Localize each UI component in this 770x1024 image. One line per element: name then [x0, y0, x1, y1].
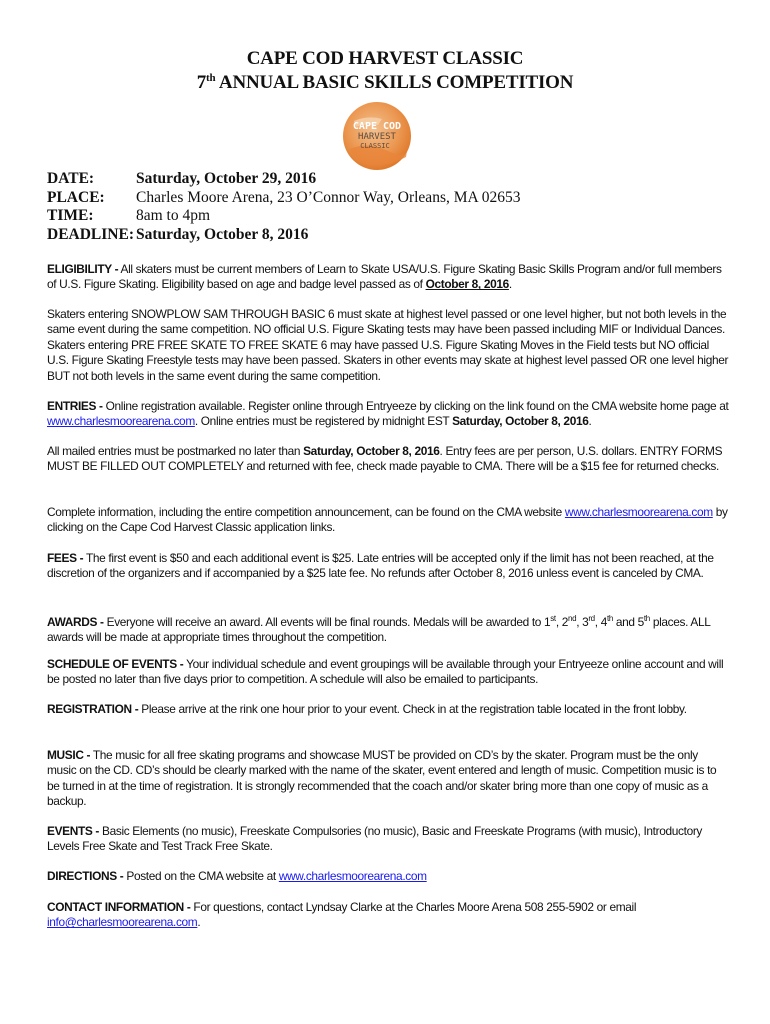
registration-text: Please arrive at the rink one hour prior to your event. Check in at the registration table located in the front lobby.: [138, 702, 687, 716]
time-value: 8am to 4pm: [136, 207, 211, 224]
awards-section: [47, 611, 730, 646]
deadline-label: DEADLINE:: [47, 225, 134, 243]
deadline-value: Saturday, October 8, 2016: [136, 225, 309, 243]
events-heading: EVENTS -: [47, 824, 100, 838]
place-label: PLACE:: [47, 188, 105, 206]
document-title: CAPE COD HARVEST CLASSIC: [246, 48, 524, 69]
awards-text-2: places. ALL awards will be made at appropriate times throughout the competition.: [47, 615, 711, 645]
awards-text: , 4: [594, 615, 607, 629]
directions-section: [47, 869, 730, 884]
svg-text:HARVEST: HARVEST: [358, 132, 396, 142]
contact-text: For questions, contact Lyndsay Clarke at the Charles Moore Arena 508 255-5902 or email: [190, 900, 637, 914]
fees-text: The first event is $50 and each additional event is $25. Late entries will be accepted only if the limit has not been reached, at the discretion of the organizers and if accompanied by a $25 late fee. No refunds after October 8, 2016 unless event is canceled by CMA.: [47, 551, 714, 581]
schedule-section: [47, 657, 730, 688]
ordinal-suffix: th: [206, 72, 216, 84]
mailed-text-2: . Entry fees are per person, U.S. dollars. ENTRY FORMS MUST BE FILLED OUT COMPLETELY and returned with fee, check made payable to CMA. There will be a $15 fee for returned checks.: [47, 444, 723, 474]
entries-date: Saturday, October 8, 2016: [452, 414, 589, 429]
subtitle-text: ANNUAL BASIC SKILLS COMPETITION: [215, 72, 574, 93]
directions-text: Posted on the CMA website at: [123, 869, 279, 883]
time-row: [47, 207, 520, 226]
punctuation: .: [197, 915, 201, 930]
deadline-row: [47, 226, 520, 245]
events-text: Basic Elements (no music), Freeskate Compulsories (no music), Basic and Freeskate Programs (with music), Introductory Levels Free Skate and Test Track Free Skate.: [47, 824, 703, 854]
entries-text-2: . Online entries must be registered by midnight EST: [194, 414, 453, 429]
ordinal-suffix: th: [606, 614, 613, 623]
contact-heading: CONTACT INFORMATION -: [47, 900, 191, 914]
complete-info-text-2: by clicking on the Cape Cod Harvest Classic application links.: [47, 505, 728, 535]
cma-website-link[interactable]: www.charlesmoorearena.com: [564, 505, 713, 519]
punctuation: .: [508, 277, 512, 292]
ordinal-suffix: st: [550, 614, 556, 623]
eligibility-text: All skaters must be current members of Learn to Skate USA/U.S. Figure Skating Basic Skills Program and/or full members of U.S. Figure Skating. Eligibility based on age and badge level passed as of: [47, 262, 722, 292]
contact-email-link[interactable]: info@charlesmoorearena.com: [47, 915, 198, 930]
mailed-entries-section: [47, 444, 730, 475]
ordinal-suffix: nd: [567, 614, 577, 623]
cma-website-link[interactable]: www.charlesmoorearena.com: [278, 869, 427, 883]
awards-text: Everyone will receive an award. All events will be final rounds. Medals will be awarded to 1: [103, 615, 551, 629]
date-row: [47, 170, 520, 189]
entries-section: [47, 399, 730, 430]
music-section: [47, 748, 730, 810]
ordinal-suffix: rd: [588, 614, 595, 623]
place-value: Charles Moore Arena, 23 O’Connor Way, Orleans, MA 02653: [136, 188, 521, 206]
ordinal-number: 7: [196, 72, 207, 93]
cma-website-link[interactable]: www.charlesmoorearena.com: [47, 414, 195, 429]
awards-heading: AWARDS -: [47, 615, 104, 629]
music-heading: MUSIC -: [47, 748, 91, 762]
fees-heading: FEES -: [47, 551, 84, 565]
mailed-date: Saturday, October 8, 2016: [303, 444, 440, 458]
eligibility-date: October 8, 2016: [425, 277, 509, 292]
date-value: Saturday, October 29, 2016: [136, 170, 317, 187]
music-text: The music for all free skating programs and showcase MUST be provided on CD’s by the skater. Program must be the only music on the CD. CD’s should be clearly marked with the name of the skater, event entered and length of music. Competition music is to be turned in at the time of registration. It is strongly recommended that the coach and/or skater bring more than one copy of music as a backup.: [47, 748, 717, 809]
ordinal-suffix: th: [643, 614, 650, 623]
schedule-text: Your individual schedule and event groupings will be available through your Entryeeze online account and will be posted no later than five days prior to competition. A schedule will also be emailed to participants.: [47, 657, 724, 687]
event-info-block: [47, 170, 520, 244]
complete-info-text: Complete information, including the entire competition announcement, can be found on the CMA website: [47, 505, 565, 519]
contact-section: [47, 900, 730, 931]
time-label: TIME:: [47, 207, 94, 224]
eligibility-heading: ELIGIBILITY -: [47, 262, 119, 276]
eligibility-section: [47, 262, 730, 293]
place-row: [47, 189, 520, 208]
mailed-text: All mailed entries must be postmarked no later than: [47, 444, 304, 458]
schedule-heading: SCHEDULE OF EVENTS -: [47, 657, 184, 671]
awards-text: , 3: [576, 615, 589, 629]
registration-heading: REGISTRATION -: [47, 702, 139, 716]
date-label: DATE:: [47, 170, 95, 187]
punctuation: .: [588, 414, 592, 429]
complete-info-section: [47, 505, 730, 536]
cape-cod-harvest-classic-logo: [338, 101, 416, 171]
document-subtitle: [0, 72, 770, 94]
svg-text:CLASSIC: CLASSIC: [360, 142, 390, 150]
directions-heading: DIRECTIONS -: [47, 869, 124, 883]
levels-text: Skaters entering SNOWPLOW SAM THROUGH BASIC 6 must skate at highest level passed or one level higher, but not both levels in the same event during the same competition. NO official U.S. Figure Skating tests may have been passed including MIF or Individual Dances. Skaters entering PRE FREE SKATE TO FREE SKATE 6 may have passed U.S. Figure Skating Moves in the Field tests but NO official U.S. Figure Skating Freestyle tests may have been passed. Skaters in other events may skate at highest level passed OR one level higher BUT not both levels in the same event during the same competition.: [47, 307, 729, 383]
entries-text: Online registration available. Register online through Entryeeze by clicking on the link found on the CMA website home page at: [102, 399, 729, 413]
svg-text:CAPE COD: CAPE COD: [352, 121, 402, 132]
awards-text: and 5: [612, 615, 644, 629]
levels-section: [47, 307, 730, 384]
fees-section: [47, 551, 730, 582]
awards-text: , 2: [555, 615, 568, 629]
registration-section: [47, 702, 730, 717]
events-section: [47, 824, 730, 855]
entries-heading: ENTRIES -: [47, 399, 103, 413]
